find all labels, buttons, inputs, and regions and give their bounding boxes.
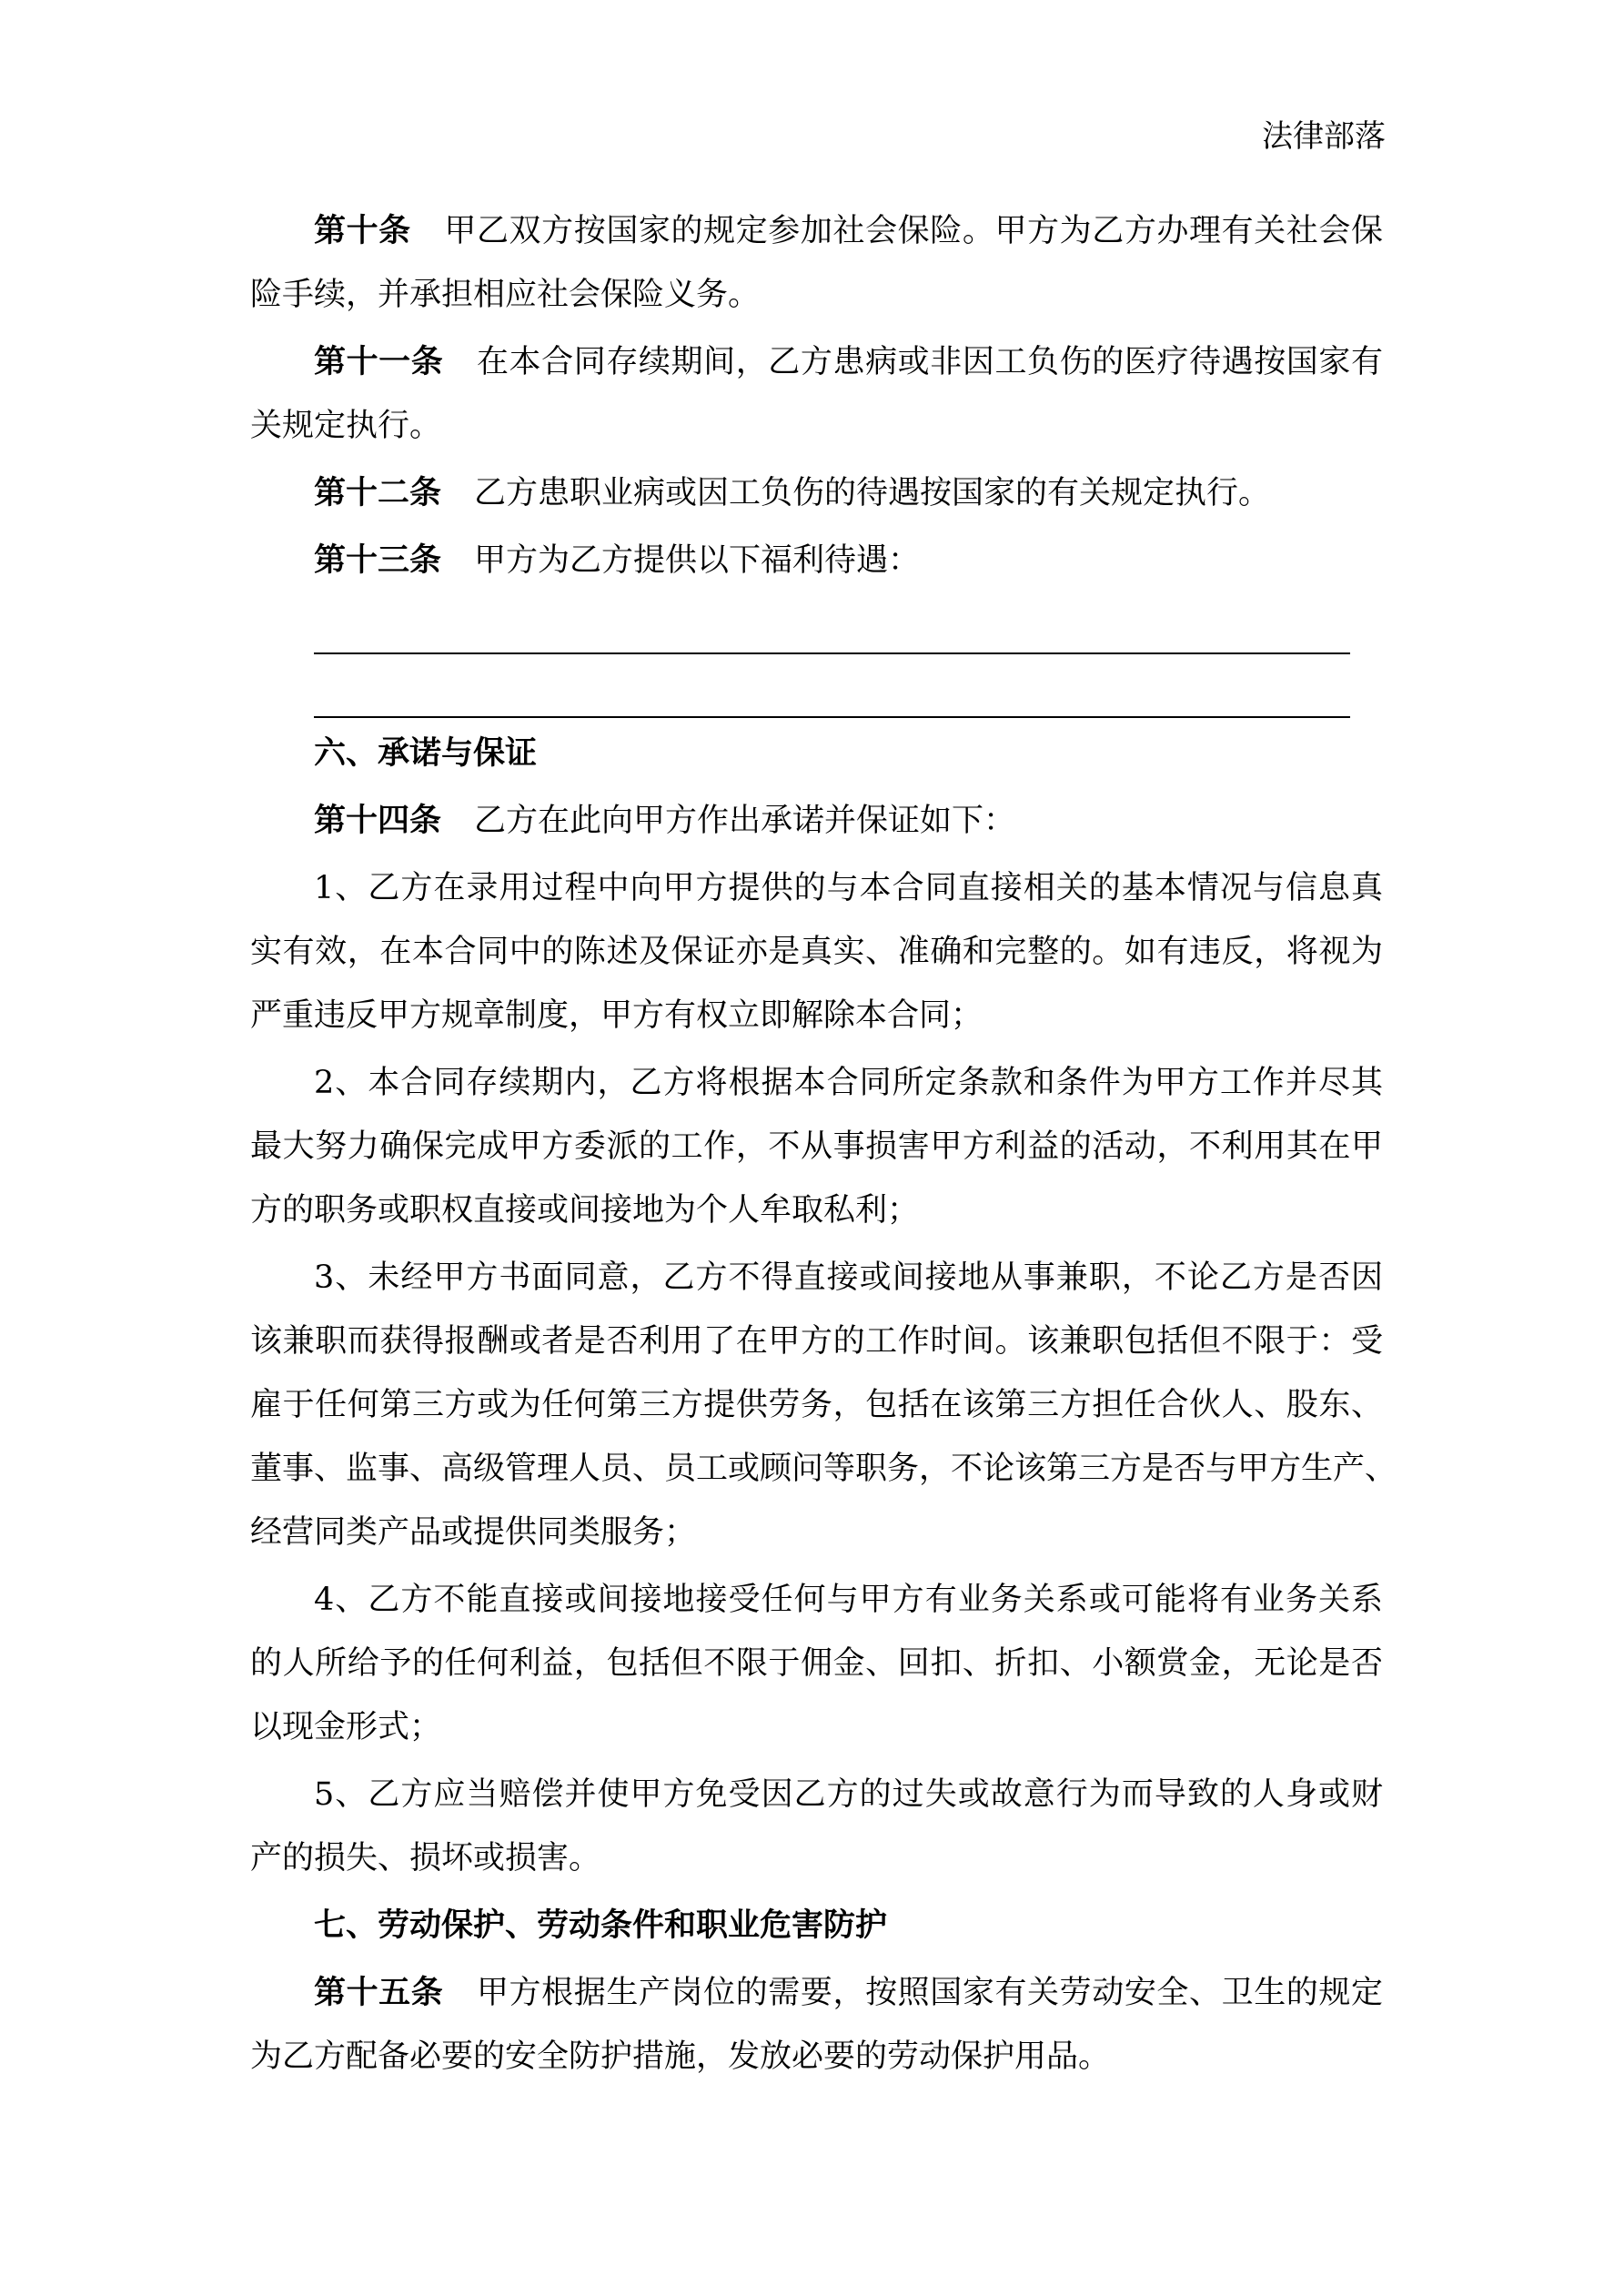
section-heading bbox=[250, 1894, 1383, 1957]
article-number: 第十二条 bbox=[314, 474, 442, 511]
line-text: 甲乙双方按国家的规定参加社会保险。甲方为乙方办理有关社会保 bbox=[443, 213, 1383, 249]
article-number: 第十四条 bbox=[314, 802, 442, 839]
section-heading bbox=[250, 722, 1383, 785]
line-text: 实有效，在本合同中的陈述及保证亦是真实、准确和完整的。如有违反，将视为 bbox=[250, 934, 1383, 970]
article-number: 第十一条 bbox=[314, 343, 444, 380]
paragraph-line bbox=[250, 263, 1383, 327]
line-text: 甲方根据生产岗位的需要，按照国家有关劳动安全、卫生的规定 bbox=[476, 1975, 1383, 2011]
article-paragraph bbox=[250, 1961, 1383, 2089]
line-text: 关规定执行。 bbox=[250, 408, 442, 444]
line-text: 在本合同存续期间，乙方患病或非因工负伤的医疗待遇按国家有 bbox=[476, 344, 1383, 380]
list-item bbox=[250, 1246, 1397, 1564]
paragraph-line bbox=[250, 394, 1383, 458]
paragraph-line bbox=[250, 1437, 1397, 1501]
paragraph-line bbox=[250, 461, 1383, 525]
line-text: 产的损失、损坏或损害。 bbox=[250, 1840, 601, 1876]
paragraph-line bbox=[250, 330, 1383, 394]
line-text: 经营同类产品或提供同类服务； bbox=[250, 1514, 697, 1551]
article-paragraph bbox=[250, 330, 1383, 458]
line-text: 4、乙方不能直接或间接地接受任何与甲方有业务关系或可能将有业务关系 bbox=[314, 1582, 1383, 1618]
paragraph-line bbox=[250, 1826, 1383, 1890]
document-body bbox=[250, 199, 1397, 2092]
paragraph-line bbox=[250, 1695, 1383, 1759]
line-text: 为乙方配备必要的安全防护措施，发放必要的劳动保护用品。 bbox=[250, 2038, 1111, 2075]
page-header: 法律部落 bbox=[1262, 118, 1386, 155]
paragraph-line bbox=[250, 1763, 1383, 1826]
line-text: 方的职务或职权直接或间接地为个人牟取私利； bbox=[250, 1192, 920, 1229]
list-item bbox=[250, 1763, 1383, 1890]
paragraph-line bbox=[250, 920, 1383, 984]
line-text: 5、乙方应当赔偿并使甲方免受因乙方的过失或故意行为而导致的人身或财 bbox=[314, 1776, 1383, 1813]
fill-in-line bbox=[314, 654, 1350, 718]
line-text: 甲方为乙方提供以下福利待遇： bbox=[474, 542, 921, 579]
paragraph-line bbox=[250, 1632, 1383, 1695]
paragraph-line bbox=[250, 789, 1383, 853]
line-text: 险手续，并承担相应社会保险义务。 bbox=[250, 277, 761, 313]
article-number: 第十五条 bbox=[314, 1974, 444, 2011]
article-number: 第十三条 bbox=[314, 541, 442, 579]
paragraph-line bbox=[250, 1501, 1383, 1564]
paragraph-line bbox=[250, 1178, 1383, 1242]
line-text: 乙方患职业病或因工负伤的待遇按国家的有关规定执行。 bbox=[474, 475, 1271, 511]
line-text: 1、乙方在录用过程中向甲方提供的与本合同直接相关的基本情况与信息真 bbox=[314, 870, 1383, 906]
article-number: 第十条 bbox=[314, 212, 411, 249]
paragraph-line bbox=[250, 529, 1383, 592]
line-text: 严重违反甲方规章制度，甲方有权立即解除本合同； bbox=[250, 997, 983, 1034]
article-paragraph bbox=[250, 461, 1383, 525]
paragraph-line bbox=[250, 1961, 1383, 2025]
paragraph-line bbox=[250, 2025, 1383, 2089]
paragraph-line bbox=[250, 1310, 1383, 1373]
line-text: 3、未经甲方书面同意，乙方不得直接或间接地从事兼职，不论乙方是否因 bbox=[314, 1259, 1383, 1296]
line-text: 以现金形式； bbox=[250, 1709, 442, 1745]
line-text: 乙方在此向甲方作出承诺并保证如下： bbox=[474, 803, 1016, 839]
paragraph-line bbox=[250, 1115, 1383, 1178]
line-text: 的人所给予的任何利益，包括但不限于佣金、回扣、折扣、小额赏金，无论是否 bbox=[250, 1645, 1383, 1682]
line-text: 该兼职而获得报酬或者是否利用了在甲方的工作时间。该兼职包括但不限于：受 bbox=[250, 1323, 1383, 1360]
line-text: 雇于任何第三方或为任何第三方提供劳务，包括在该第三方担任合伙人、股东、 bbox=[250, 1387, 1383, 1423]
paragraph-line bbox=[250, 1373, 1383, 1437]
fill-in-line bbox=[314, 596, 1350, 654]
line-text: 最大努力确保完成甲方委派的工作，不从事损害甲方利益的活动，不利用其在甲 bbox=[250, 1128, 1383, 1165]
list-item bbox=[250, 1568, 1383, 1759]
paragraph-line bbox=[250, 1246, 1383, 1310]
article-paragraph bbox=[250, 529, 1383, 592]
section-heading-text: 六、承诺与保证 bbox=[314, 734, 538, 772]
list-item bbox=[250, 856, 1383, 1047]
line-text: 2、本合同存续期内，乙方将根据本合同所定条款和条件为甲方工作并尽其 bbox=[314, 1065, 1383, 1101]
article-paragraph bbox=[250, 199, 1383, 327]
paragraph-line bbox=[250, 1051, 1383, 1115]
paragraph-line bbox=[250, 1568, 1383, 1632]
paragraph-line bbox=[250, 199, 1383, 263]
section-heading-text: 七、劳动保护、劳动条件和职业危害防护 bbox=[314, 1907, 888, 1944]
line-text: 董事、监事、高级管理人员、员工或顾问等职务，不论该第三方是否与甲方生产、 bbox=[250, 1451, 1397, 1487]
list-item bbox=[250, 1051, 1383, 1242]
paragraph-line bbox=[250, 984, 1383, 1047]
article-paragraph bbox=[250, 789, 1383, 853]
paragraph-line bbox=[250, 856, 1383, 920]
